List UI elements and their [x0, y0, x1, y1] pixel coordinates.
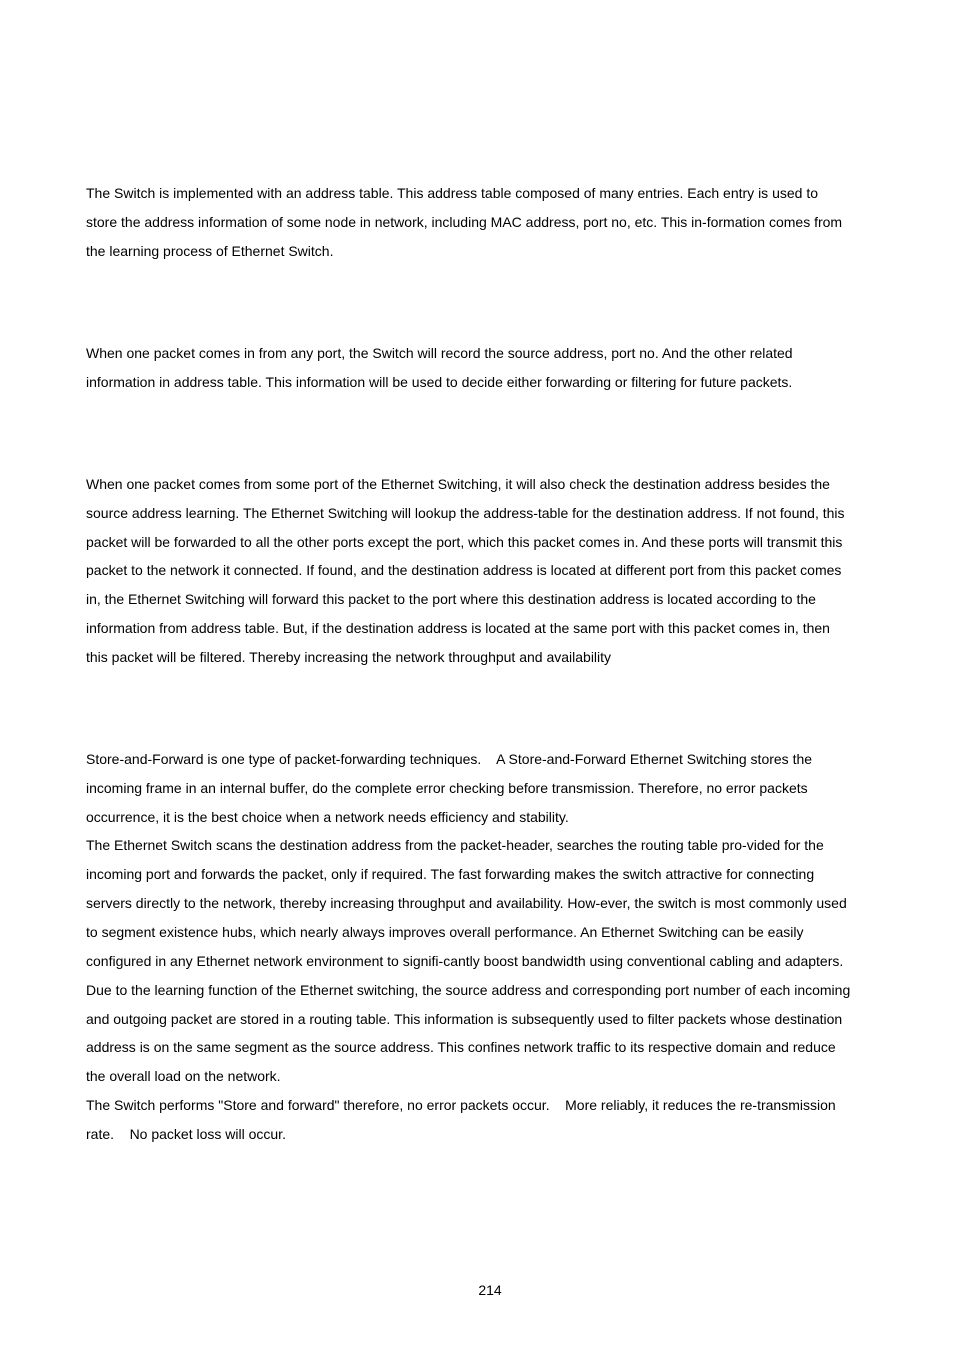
text-line: rate. No packet loss will occur. [86, 1126, 286, 1142]
text-line: The Switch is implemented with an address table. This address table composed of many entries. Each entry is used to [86, 185, 818, 201]
page-number: 214 [478, 1282, 502, 1298]
text-line: servers directly to the network, thereby increasing throughput and availability. How-ever, the switch is most commonly used [86, 895, 847, 911]
text-line: incoming port and forwards the packet, only if required. The fast forwarding makes the switch attractive for connecting [86, 866, 815, 882]
text-line: the overall load on the network. [86, 1068, 281, 1084]
text-line: When one packet comes from some port of the Ethernet Switching, it will also check the destination address besides the [86, 476, 830, 492]
text-line: The Ethernet Switch scans the destination address from the packet-header, searches the routing table pro-vided for the [86, 837, 824, 853]
text-line: information in address table. This information will be used to decide either forwarding or filtering for future packets. [86, 374, 793, 390]
text-line: in, the Ethernet Switching will forward this packet to the port where this destination address is located according to the [86, 591, 816, 607]
text-line: this packet will be filtered. Thereby increasing the network throughput and availability [86, 649, 612, 665]
text-line: the learning process of Ethernet Switch. [86, 243, 334, 259]
text-line: store the address information of some node in network, including MAC address, port no, etc. This in-formation comes from [86, 214, 843, 230]
text-line: configured in any Ethernet network environment to signifi-cantly boost bandwidth using conventional cabling and adapters. [86, 953, 844, 969]
text-line: packet will be forwarded to all the other ports except the port, which this packet comes in. And these ports will transmit this [86, 534, 843, 550]
text-line: to segment existence hubs, which nearly always improves overall performance. An Ethernet Switching can be easily [86, 924, 804, 940]
text-line: source address learning. The Ethernet Switching will lookup the address-table for the destination address. If not found, this [86, 505, 845, 521]
text-line: occurrence, it is the best choice when a network needs efficiency and stability. [86, 809, 569, 825]
text-line: packet to the network it connected. If found, and the destination address is located at different port from this packet comes [86, 562, 842, 578]
text-line: information from address table. But, if the destination address is located at the same port with this packet comes in, then [86, 620, 830, 636]
text-line: Store-and-Forward is one type of packet-forwarding techniques. A Store-and-Forward Ethernet Switching stores the [86, 751, 813, 767]
text-line: incoming frame in an internal buffer, do the complete error checking before transmission. Therefore, no error packets [86, 780, 808, 796]
text-line: and outgoing packet are stored in a routing table. This information is subsequently used to filter packets whose destination [86, 1011, 843, 1027]
text-line: Due to the learning function of the Ethernet switching, the source address and corresponding port number of each incoming [86, 982, 851, 998]
text-line: When one packet comes in from any port, the Switch will record the source address, port no. And the other related [86, 345, 793, 361]
text-line: address is on the same segment as the source address. This confines network traffic to its respective domain and reduce [86, 1039, 836, 1055]
text-line: The Switch performs "Store and forward" therefore, no error packets occur. More reliably, it reduces the re-transmission [86, 1097, 836, 1113]
